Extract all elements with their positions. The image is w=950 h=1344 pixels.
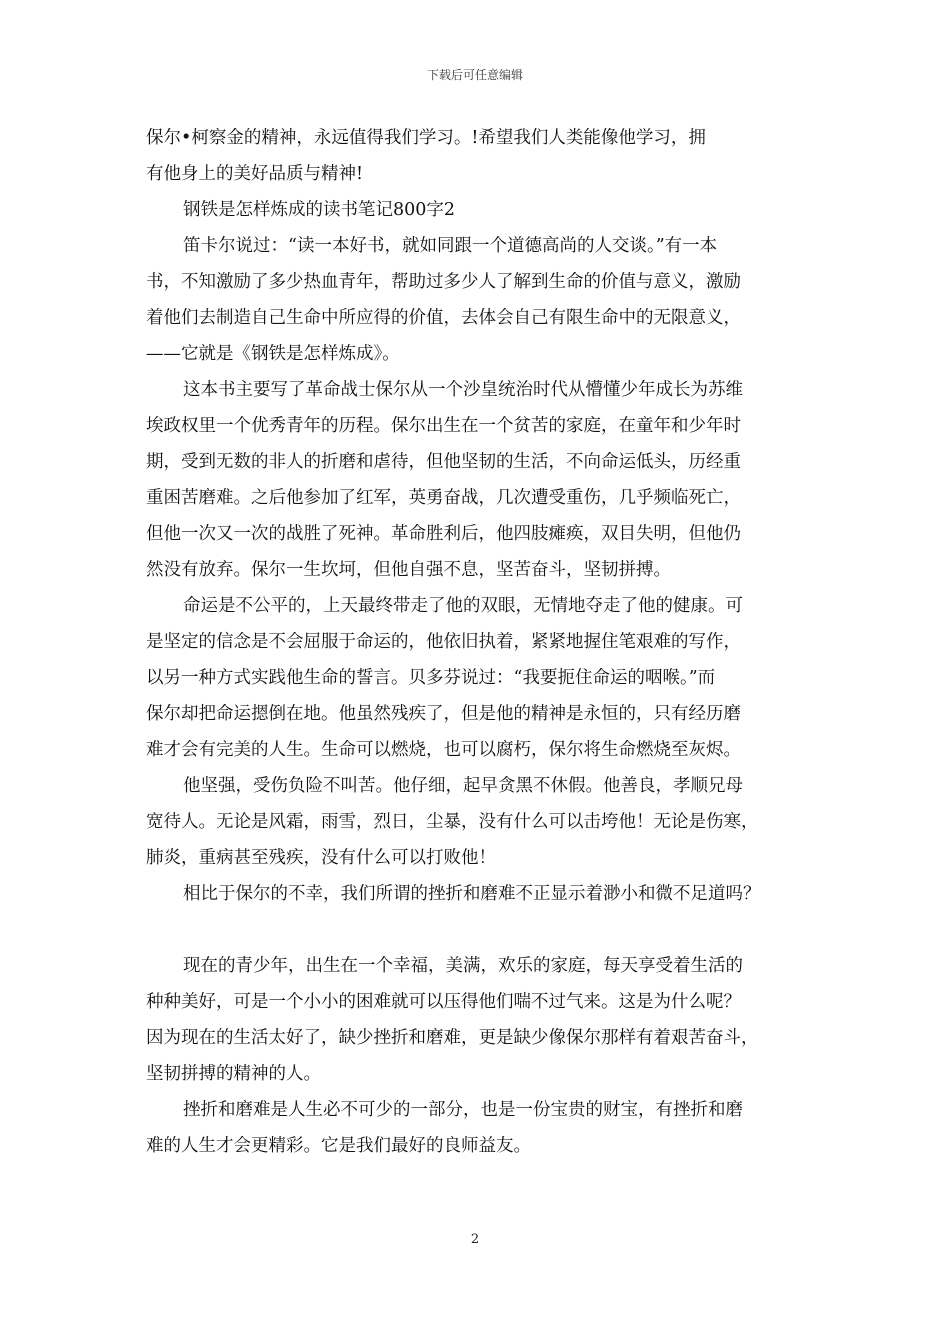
paragraph-line: 以另一种方式实践他生命的誓言。贝多芬说过：“我要扼住命运的咽喉。”而 [146, 668, 716, 688]
paragraph-line: 宽待人。无论是风霜，雨雪，烈日，尘暴，没有什么可以击垮他！无论是伤寒， [146, 812, 759, 832]
paragraph-line: 这本书主要写了革命战士保尔从一个沙皇统治时代从懵懂少年成长为苏维 [183, 380, 743, 400]
paragraph-line: 然没有放弃。保尔一生坎坷，但他自强不息，坚苦奋斗，坚韧拼搏。 [146, 560, 671, 580]
page-header: 下载后可任意编辑 [426, 68, 523, 82]
paragraph-line: 是坚定的信念是不会屈服于命运的，他依旧执着，紧紧地握住笔艰难的写作， [146, 632, 741, 652]
section-title: 钢铁是怎样炼成的读书笔记800字2 [183, 200, 456, 220]
paragraph-line: 因为现在的生活太好了，缺少挫折和磨难，更是缺少像保尔那样有着艰苦奋斗， [146, 1028, 759, 1048]
paragraph-line: 命运是不公平的，上天最终带走了他的双眼，无情地夺走了他的健康。可 [183, 596, 743, 616]
paragraph-line: 难才会有完美的人生。生命可以燃烧，也可以腐朽，保尔将生命燃烧至灰烬。 [146, 740, 741, 760]
paragraph-line: 现在的青少年，出生在一个幸福，美满，欢乐的家庭，每天享受着生活的 [183, 956, 743, 976]
paragraph-line: 埃政权里一个优秀青年的历程。保尔出生在一个贫苦的家庭，在童年和少年时 [146, 416, 741, 436]
paragraph-line: ——它就是《钢铁是怎样炼成》。 [146, 344, 400, 364]
document-body [146, 120, 810, 1164]
paragraph-line: 难的人生才会更精彩。它是我们最好的良师益友。 [146, 1136, 531, 1156]
paragraph-line: 着他们去制造自己生命中所应得的价值，去体会自己有限生命中的无限意义， [146, 308, 741, 328]
paragraph-line: 种种美好，可是一个小小的困难就可以压得他们喘不过气来。这是为什么呢？ [146, 992, 741, 1012]
paragraph-line: 挫折和磨难是人生必不可少的一部分，也是一份宝贵的财宝，有挫折和磨 [183, 1100, 743, 1120]
paragraph-line: 保尔却把命运摁倒在地。他虽然残疾了，但是他的精神是永恒的，只有经历磨 [146, 704, 741, 724]
paragraph-line: 坚韧拼搏的精神的人。 [146, 1064, 321, 1084]
paragraph-line: 有他身上的美好品质与精神! [146, 164, 364, 184]
paragraph-line: 笛卡尔说过：“读一本好书，就如同跟一个道德高尚的人交谈。”有一本 [183, 236, 718, 256]
paragraph-line: 保尔•柯察金的精神，永远值得我们学习。!希望我们人类能像他学习，拥 [146, 128, 706, 148]
paragraph-line: 期，受到无数的非人的折磨和虐待，但他坚韧的生活，不向命运低头，历经重 [146, 452, 741, 472]
paragraph-gap [146, 912, 810, 948]
paragraph-line: 肺炎，重病甚至残疾，没有什么可以打败他！ [146, 848, 496, 868]
page-number: 2 [470, 1232, 480, 1247]
paragraph-line: 但他一次又一次的战胜了死神。革命胜利后，他四肢瘫痪，双目失明，但他仍 [146, 524, 741, 544]
paragraph-line: 他坚强，受伤负险不叫苦。他仔细，起早贪黑不休假。他善良，孝顺兄母 [183, 776, 743, 796]
paragraph-line: 重困苦磨难。之后他参加了红军，英勇奋战，几次遭受重伤，几乎频临死亡， [146, 488, 741, 508]
paragraph-line: 书，不知激励了多少热血青年，帮助过多少人了解到生命的价值与意义，激励 [146, 272, 741, 292]
paragraph-line: 相比于保尔的不幸，我们所谓的挫折和磨难不正显示着渺小和微不足道吗？ [183, 884, 761, 904]
